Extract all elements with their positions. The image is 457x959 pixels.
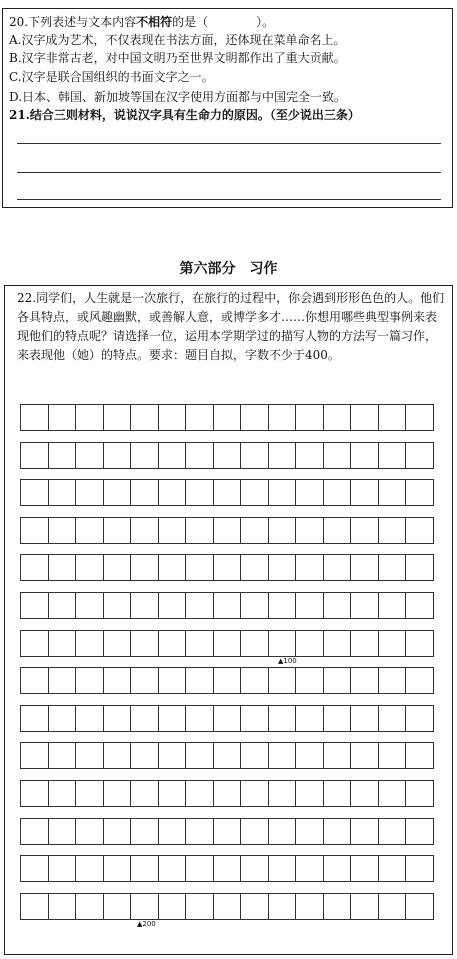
grid-cell[interactable] (213, 630, 242, 657)
grid-cell[interactable] (185, 517, 214, 544)
grid-cell[interactable] (130, 705, 159, 732)
grid-cell[interactable] (295, 517, 324, 544)
grid-cell[interactable] (378, 517, 407, 544)
grid-cell[interactable] (405, 667, 434, 694)
grid-cell[interactable] (240, 517, 269, 544)
grid-cell[interactable] (405, 404, 434, 431)
grid-cell[interactable] (295, 592, 324, 619)
grid-cell[interactable] (213, 818, 242, 845)
grid-cell[interactable] (158, 404, 187, 431)
grid-cell[interactable] (268, 818, 297, 845)
grid-row (20, 404, 448, 431)
grid-cell[interactable] (158, 592, 187, 619)
grid-cell[interactable] (323, 630, 352, 657)
grid-cell[interactable] (240, 479, 269, 506)
grid-cell[interactable] (158, 554, 187, 581)
grid-row (20, 630, 448, 657)
grid-cell[interactable] (48, 705, 77, 732)
grid-cell[interactable] (103, 592, 132, 619)
grid-cell[interactable] (350, 517, 379, 544)
grid-cell[interactable] (295, 630, 324, 657)
question-20-option-a: A.汉字成为艺术，不仅表现在书法方面，还体现在菜单命名上。 (9, 33, 346, 47)
grid-cell[interactable] (158, 517, 187, 544)
grid-cell[interactable] (20, 818, 49, 845)
grid-cell[interactable] (405, 780, 434, 807)
grid-cell[interactable] (350, 667, 379, 694)
grid-cell[interactable] (48, 780, 77, 807)
grid-cell[interactable] (20, 667, 49, 694)
grid-cell[interactable] (350, 705, 379, 732)
question-box-20-21 (2, 8, 453, 208)
grid-cell[interactable] (130, 667, 159, 694)
grid-cell[interactable] (158, 855, 187, 882)
grid-cell[interactable] (75, 479, 104, 506)
grid-cell[interactable] (75, 893, 104, 920)
grid-cell[interactable] (323, 479, 352, 506)
grid-cell[interactable] (295, 442, 324, 469)
answer-line-2[interactable] (17, 172, 441, 173)
grid-cell[interactable] (405, 517, 434, 544)
grid-cell[interactable] (48, 818, 77, 845)
grid-cell[interactable] (20, 442, 49, 469)
grid-cell[interactable] (130, 893, 159, 920)
grid-cell[interactable] (48, 667, 77, 694)
grid-cell[interactable] (378, 893, 407, 920)
grid-cell[interactable] (405, 479, 434, 506)
grid-cell[interactable] (75, 592, 104, 619)
grid-cell[interactable] (20, 630, 49, 657)
grid-cell[interactable] (350, 780, 379, 807)
grid-row (20, 667, 448, 694)
grid-cell[interactable] (185, 442, 214, 469)
grid-cell[interactable] (240, 442, 269, 469)
grid-row (20, 780, 448, 807)
grid-cell[interactable] (378, 592, 407, 619)
grid-row (20, 742, 448, 769)
grid-cell[interactable] (103, 479, 132, 506)
grid-cell[interactable] (103, 404, 132, 431)
grid-cell[interactable] (350, 893, 379, 920)
grid-cell[interactable] (213, 855, 242, 882)
grid-cell[interactable] (323, 818, 352, 845)
grid-row (20, 818, 448, 845)
grid-cell[interactable] (295, 667, 324, 694)
grid-cell[interactable] (158, 705, 187, 732)
grid-cell[interactable] (103, 630, 132, 657)
grid-cell[interactable] (350, 742, 379, 769)
grid-cell[interactable] (103, 780, 132, 807)
grid-cell[interactable] (268, 592, 297, 619)
grid-cell[interactable] (268, 554, 297, 581)
grid-cell[interactable] (103, 893, 132, 920)
grid-cell[interactable] (268, 630, 297, 657)
grid-cell[interactable] (378, 667, 407, 694)
grid-cell[interactable] (130, 592, 159, 619)
grid-cell[interactable] (240, 855, 269, 882)
grid-cell[interactable] (20, 742, 49, 769)
grid-cell[interactable] (185, 592, 214, 619)
grid-cell[interactable] (75, 517, 104, 544)
grid-cell[interactable] (185, 780, 214, 807)
grid-cell[interactable] (295, 780, 324, 807)
grid-cell[interactable] (268, 667, 297, 694)
question-21-stem: 21.结合三则材料，说说汉字具有生命力的原因。（至少说出三条） (9, 108, 360, 122)
grid-cell[interactable] (378, 554, 407, 581)
grid-cell[interactable] (323, 404, 352, 431)
grid-cell[interactable] (48, 742, 77, 769)
grid-cell[interactable] (268, 442, 297, 469)
grid-row (20, 479, 448, 506)
grid-cell[interactable] (103, 705, 132, 732)
grid-cell[interactable] (240, 818, 269, 845)
grid-cell[interactable] (158, 479, 187, 506)
grid-cell[interactable] (213, 554, 242, 581)
grid-cell[interactable] (158, 818, 187, 845)
grid-cell[interactable] (130, 554, 159, 581)
grid-cell[interactable] (240, 404, 269, 431)
grid-cell[interactable] (75, 404, 104, 431)
grid-cell[interactable] (103, 517, 132, 544)
grid-cell[interactable] (350, 404, 379, 431)
grid-cell[interactable] (130, 479, 159, 506)
grid-cell[interactable] (213, 479, 242, 506)
grid-cell[interactable] (240, 667, 269, 694)
grid-cell[interactable] (20, 554, 49, 581)
grid-cell[interactable] (75, 818, 104, 845)
grid-cell[interactable] (75, 742, 104, 769)
grid-cell[interactable] (75, 554, 104, 581)
grid-cell[interactable] (240, 630, 269, 657)
grid-cell[interactable] (378, 742, 407, 769)
grid-cell[interactable] (130, 855, 159, 882)
grid-cell[interactable] (48, 404, 77, 431)
grid-cell[interactable] (48, 855, 77, 882)
section-title: 第六部分 习作 (179, 261, 278, 277)
grid-cell[interactable] (268, 479, 297, 506)
grid-cell[interactable] (350, 592, 379, 619)
grid-cell[interactable] (240, 554, 269, 581)
grid-cell[interactable] (213, 592, 242, 619)
grid-cell[interactable] (378, 705, 407, 732)
grid-cell[interactable] (213, 705, 242, 732)
question-22-prompt: 22.同学们，人生就是一次旅行，在旅行的过程中，你会遇到形形色色的人。他们各具特点，或风趣幽默，或善解人意，或博学多才……你想用哪些典型事例来表现他们的特点呢？请选择一位，运用本学期学过的描写人物的方法写一篇习作，来表现他（她）的特点。要求：题目自拟，字数不少于400。 (17, 291, 445, 362)
grid-row (20, 893, 448, 920)
grid-cell[interactable] (240, 592, 269, 619)
grid-cell[interactable] (405, 592, 434, 619)
grid-cell[interactable] (20, 855, 49, 882)
grid-cell[interactable] (158, 667, 187, 694)
grid-cell[interactable] (405, 818, 434, 845)
grid-cell[interactable] (185, 479, 214, 506)
grid-cell[interactable] (213, 742, 242, 769)
answer-line-1[interactable] (17, 143, 441, 144)
grid-cell[interactable] (240, 705, 269, 732)
grid-cell[interactable] (75, 705, 104, 732)
grid-cell[interactable] (20, 705, 49, 732)
grid-cell[interactable] (103, 855, 132, 882)
grid-cell[interactable] (130, 780, 159, 807)
grid-cell[interactable] (48, 592, 77, 619)
grid-cell[interactable] (130, 742, 159, 769)
grid-cell[interactable] (295, 818, 324, 845)
grid-cell[interactable] (75, 667, 104, 694)
grid-cell[interactable] (158, 442, 187, 469)
grid-row (20, 592, 448, 619)
grid-cell[interactable] (20, 893, 49, 920)
question-20-stem: 20.下列表述与文本内容不相符的是（ ）。 (9, 15, 275, 29)
grid-cell[interactable] (240, 742, 269, 769)
grid-cell[interactable] (323, 705, 352, 732)
grid-cell[interactable] (75, 442, 104, 469)
grid-cell[interactable] (240, 893, 269, 920)
grid-cell[interactable] (185, 855, 214, 882)
composition-grid[interactable] (15, 404, 445, 949)
grid-cell[interactable] (213, 404, 242, 431)
grid-cell[interactable] (130, 818, 159, 845)
grid-cell[interactable] (323, 780, 352, 807)
grid-row (20, 705, 448, 732)
grid-cell[interactable] (103, 667, 132, 694)
grid-cell[interactable] (130, 442, 159, 469)
grid-cell[interactable] (48, 517, 77, 544)
grid-cell[interactable] (295, 479, 324, 506)
grid-cell[interactable] (213, 667, 242, 694)
grid-cell[interactable] (405, 855, 434, 882)
grid-cell[interactable] (75, 780, 104, 807)
grid-cell[interactable] (268, 742, 297, 769)
grid-cell[interactable] (185, 893, 214, 920)
grid-cell[interactable] (295, 404, 324, 431)
grid-cell[interactable] (240, 780, 269, 807)
grid-cell[interactable] (185, 705, 214, 732)
grid-cell[interactable] (48, 630, 77, 657)
grid-cell[interactable] (185, 554, 214, 581)
grid-cell[interactable] (350, 442, 379, 469)
grid-row (20, 855, 448, 882)
grid-cell[interactable] (323, 554, 352, 581)
grid-row (20, 554, 448, 581)
grid-cell[interactable] (130, 517, 159, 544)
grid-cell[interactable] (295, 855, 324, 882)
grid-cell[interactable] (295, 554, 324, 581)
grid-cell[interactable] (185, 818, 214, 845)
grid-cell[interactable] (75, 855, 104, 882)
grid-cell[interactable] (268, 705, 297, 732)
grid-cell[interactable] (48, 479, 77, 506)
grid-cell[interactable] (405, 893, 434, 920)
grid-cell[interactable] (405, 630, 434, 657)
grid-cell[interactable] (378, 404, 407, 431)
grid-cell[interactable] (213, 442, 242, 469)
grid-cell[interactable] (20, 479, 49, 506)
grid-cell[interactable] (213, 780, 242, 807)
grid-cell[interactable] (405, 554, 434, 581)
answer-line-3[interactable] (17, 199, 441, 200)
grid-row (20, 442, 448, 469)
grid-cell[interactable] (268, 517, 297, 544)
grid-cell[interactable] (185, 630, 214, 657)
grid-cell[interactable] (268, 893, 297, 920)
grid-cell[interactable] (323, 893, 352, 920)
grid-cell[interactable] (378, 630, 407, 657)
grid-cell[interactable] (185, 404, 214, 431)
grid-cell[interactable] (268, 404, 297, 431)
grid-cell[interactable] (323, 517, 352, 544)
grid-cell[interactable] (20, 592, 49, 619)
grid-cell[interactable] (323, 667, 352, 694)
grid-row (20, 517, 448, 544)
grid-cell[interactable] (268, 855, 297, 882)
grid-cell[interactable] (103, 442, 132, 469)
word-count-marker-200: ▲200 (137, 919, 156, 928)
grid-cell[interactable] (350, 554, 379, 581)
grid-cell[interactable] (378, 442, 407, 469)
grid-cell[interactable] (323, 592, 352, 619)
question-20-option-b: B.汉字非常古老，对中国文明乃至世界文明都作出了重大贡献。 (9, 51, 346, 65)
grid-cell[interactable] (405, 705, 434, 732)
grid-cell[interactable] (103, 742, 132, 769)
question-box-22 (4, 285, 453, 955)
grid-cell[interactable] (48, 442, 77, 469)
grid-cell[interactable] (323, 855, 352, 882)
grid-cell[interactable] (158, 780, 187, 807)
grid-cell[interactable] (405, 442, 434, 469)
grid-cell[interactable] (158, 742, 187, 769)
grid-cell[interactable] (213, 517, 242, 544)
grid-cell[interactable] (350, 855, 379, 882)
grid-cell[interactable] (185, 667, 214, 694)
grid-cell[interactable] (378, 479, 407, 506)
grid-cell[interactable] (295, 705, 324, 732)
grid-cell[interactable] (185, 742, 214, 769)
grid-cell[interactable] (20, 404, 49, 431)
grid-cell[interactable] (158, 893, 187, 920)
grid-cell[interactable] (158, 630, 187, 657)
grid-cell[interactable] (75, 630, 104, 657)
grid-cell[interactable] (350, 818, 379, 845)
question-20-option-d: D.日本、韩国、新加坡等国在汉字使用方面都与中国完全一致。 (9, 90, 347, 104)
grid-cell[interactable] (20, 780, 49, 807)
grid-cell[interactable] (20, 517, 49, 544)
grid-cell[interactable] (378, 855, 407, 882)
grid-cell[interactable] (103, 818, 132, 845)
grid-cell[interactable] (405, 742, 434, 769)
grid-cell[interactable] (295, 893, 324, 920)
grid-cell[interactable] (378, 818, 407, 845)
grid-cell[interactable] (268, 780, 297, 807)
grid-cell[interactable] (103, 554, 132, 581)
question-20-option-c: C.汉字是联合国组织的书面文字之一。 (9, 70, 214, 84)
grid-cell[interactable] (213, 893, 242, 920)
grid-cell[interactable] (350, 630, 379, 657)
grid-cell[interactable] (350, 479, 379, 506)
grid-cell[interactable] (130, 630, 159, 657)
grid-cell[interactable] (130, 404, 159, 431)
grid-cell[interactable] (323, 442, 352, 469)
grid-cell[interactable] (323, 742, 352, 769)
grid-cell[interactable] (48, 893, 77, 920)
grid-cell[interactable] (295, 742, 324, 769)
grid-cell[interactable] (48, 554, 77, 581)
grid-cell[interactable] (378, 780, 407, 807)
word-count-marker-100: ▲100 (278, 656, 297, 665)
